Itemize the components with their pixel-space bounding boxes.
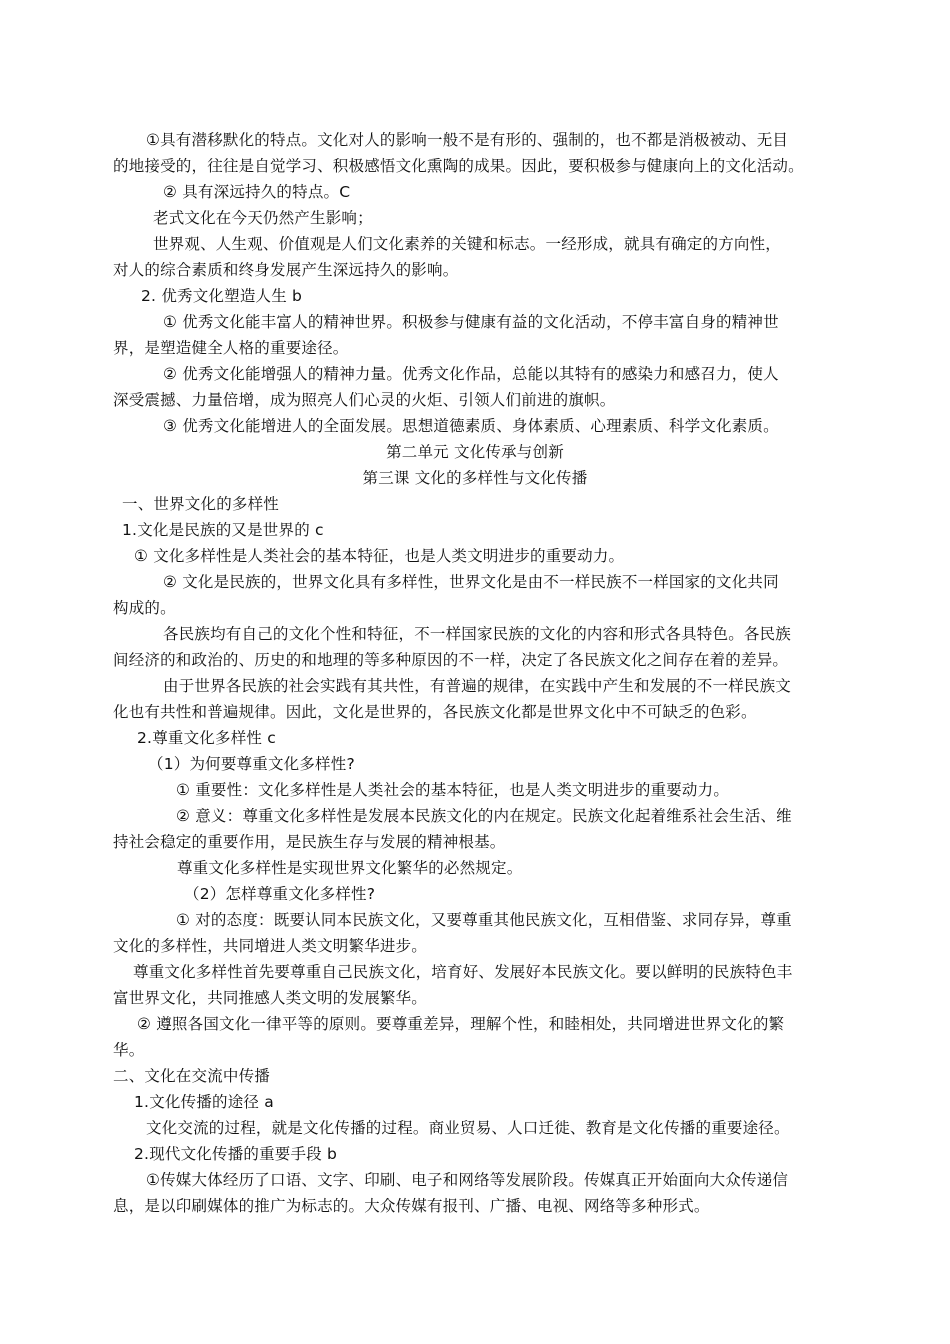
text-line: 化也有共性和普遍规律。因此，文化是世界的，各民族文化都是世界文化中不可缺乏的色彩。 xyxy=(113,703,757,721)
section-heading: 1.文化传播的途径 a xyxy=(134,1093,274,1111)
text-line: ①具有潜移默化的特点。文化对人的影响一般不是有形的、强制的，也不都是消极被动、无目 xyxy=(146,131,789,149)
text-line: ② 具有深远持久的特点。C xyxy=(163,183,351,201)
text-line: 由于世界各民族的社会实践有其共性，有普遍的规律，在实践中产生和发展的不一样民族文 xyxy=(163,677,792,695)
lesson-title: 第三课 文化的多样性与文化传播 xyxy=(362,469,588,487)
section-heading: 2.现代文化传播的重要手段 b xyxy=(134,1145,338,1163)
unit-title: 第二单元 文化传承与创新 xyxy=(386,443,564,461)
text-line: 世界观、人生观、价值观是人们文化素养的关键和标志。一经形成，就具有确定的方向性， xyxy=(153,235,782,253)
sub-heading: （2）怎样尊重文化多样性? xyxy=(184,885,376,903)
text-line: ② 优秀文化能增强人的精神力量。优秀文化作品，总能以其特有的感染力和感召力，使人 xyxy=(163,365,779,383)
section-heading: 2.尊重文化多样性 c xyxy=(137,729,276,747)
text-line: 老式文化在今天仍然产生影响； xyxy=(153,209,373,227)
text-line: 文化的多样性，共同增进人类文明繁华进步。 xyxy=(113,937,428,955)
section-heading: 二、文化在交流中传播 xyxy=(113,1067,271,1085)
text-line: 构成的。 xyxy=(113,599,176,617)
text-line: ① 对的态度：既要认同本民族文化，又要尊重其他民族文化，互相借鉴、求同存异，尊重 xyxy=(176,911,792,929)
text-line: 尊重文化多样性是实现世界文化繁华的必然规定。 xyxy=(177,859,523,877)
sub-heading: （1）为何要尊重文化多样性? xyxy=(148,755,355,773)
text-line: 文化交流的过程，就是文化传播的过程。商业贸易、人口迁徙、教育是文化传播的重要途径。 xyxy=(146,1119,790,1137)
text-line: 息，是以印刷媒体的推广为标志的。大众传媒有报刊、广播、电视、网络等多种形式。 xyxy=(113,1197,710,1215)
text-line: 富世界文化，共同推感人类文明的发展繁华。 xyxy=(113,989,428,1007)
text-line: ①传媒大体经历了口语、文字、印刷、电子和网络等发展阶段。传媒真正开始面向大众传递信 xyxy=(146,1171,789,1189)
text-line: 间经济的和政治的、历史的和地理的等多种原因的不一样，决定了各民族文化之间存在着的差异。 xyxy=(113,651,789,669)
text-line: 界，是塑造健全人格的重要途径。 xyxy=(113,339,349,357)
text-line: ① 优秀文化能丰富人的精神世界。积极参与健康有益的文化活动，不停丰富自身的精神世 xyxy=(163,313,779,331)
text-line: 尊重文化多样性首先要尊重自己民族文化，培育好、发展好本民族文化。要以鲜明的民族特色丰 xyxy=(133,963,793,981)
text-line: 持社会稳定的重要作用，是民族生存与发展的精神根基。 xyxy=(113,833,506,851)
section-heading: 一、世界文化的多样性 xyxy=(122,495,280,513)
text-line: 的地接受的，往往是自觉学习、积极感悟文化熏陶的成果。因此，要积极参与健康向上的文化活动。 xyxy=(113,157,804,175)
text-line: ① 重要性：文化多样性是人类社会的基本特征，也是人类文明进步的重要动力。 xyxy=(176,781,730,799)
text-line: ③ 优秀文化能增进人的全面发展。思想道德素质、身体素质、心理素质、科学文化素质。 xyxy=(163,417,779,435)
text-line: ② 遵照各国文化一律平等的原则。要尊重差异，理解个性，和睦相处，共同增进世界文化的繁 xyxy=(137,1015,785,1033)
text-line: ② 文化是民族的，世界文化具有多样性，世界文化是由不一样民族不一样国家的文化共同 xyxy=(163,573,779,591)
text-line: 华。 xyxy=(113,1041,145,1059)
text-line: ② 意义：尊重文化多样性是发展本民族文化的内在规定。民族文化起着维系社会生活、维 xyxy=(176,807,792,825)
section-heading: 1.文化是民族的又是世界的 c xyxy=(122,521,324,539)
text-line: 深受震撼、力量倍增，成为照亮人们心灵的火炬、引领人们前进的旗帜。 xyxy=(113,391,616,409)
section-heading: 2. 优秀文化塑造人生 b xyxy=(141,287,303,305)
text-line: 各民族均有自己的文化个性和特征，不一样国家民族的文化的内容和形式各具特色。各民族 xyxy=(163,625,792,643)
text-line: ① 文化多样性是人类社会的基本特征，也是人类文明进步的重要动力。 xyxy=(134,547,625,565)
text-line: 对人的综合素质和终身发展产生深远持久的影响。 xyxy=(113,261,459,279)
